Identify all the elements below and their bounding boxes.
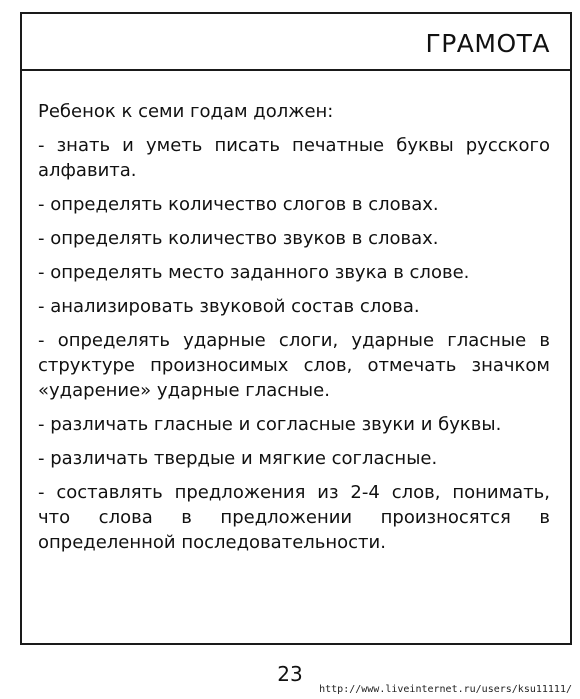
intro-text: Ребенок к семи годам должен: (38, 101, 334, 122)
section-title: ГРАМОТА (425, 29, 550, 58)
list-item: - различать гласные и согласные звуки и буквы. (38, 414, 502, 435)
list-item: - определять ударные слоги, ударные гласные в структуре произносимых слов, отмечать значком «ударение» ударные гласные. (38, 330, 550, 401)
page-number: 23 (277, 662, 303, 686)
list-item: - определять количество слогов в словах. (38, 194, 439, 215)
list-item: - определять место заданного звука в слове. (38, 262, 470, 283)
list-item: - знать и уметь писать печатные буквы русского алфавита. (38, 135, 550, 181)
header (22, 14, 570, 71)
watermark-url: http://www.liveinternet.ru/users/ksu11111/ (319, 684, 572, 695)
list-item: - составлять предложения из 2-4 слов, понимать, что слова в предложении произносятся в определенной последовательности. (38, 482, 550, 553)
page-frame (20, 12, 572, 645)
list-item: - анализировать звуковой состав слова. (38, 296, 420, 317)
list-item: - определять количество звуков в словах. (38, 228, 439, 249)
content (22, 71, 570, 555)
list-item: - различать твердые и мягкие согласные. (38, 448, 438, 469)
